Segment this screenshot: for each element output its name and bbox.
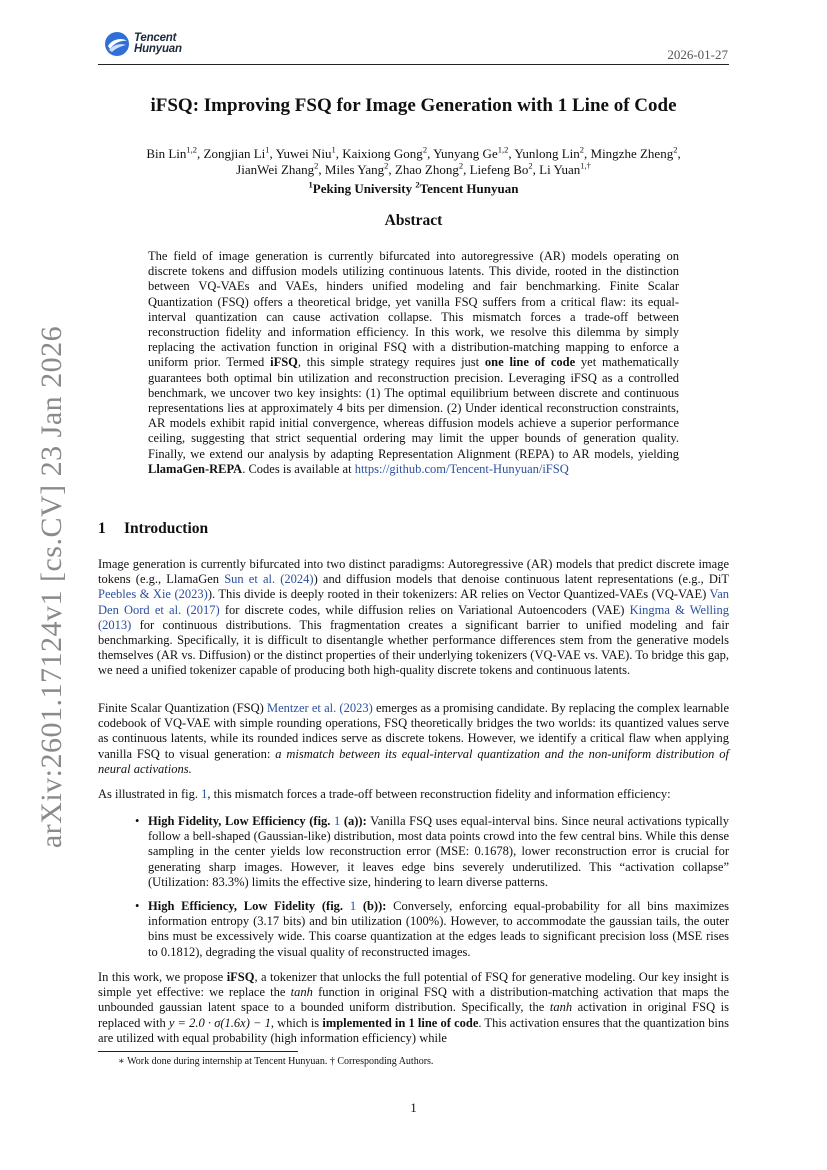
abstract-text: The field of image generation is currently bifurcated into autoregressive (AR) models operating on discrete tokens and diffusion models utilizing continuous latents. This divide, rooted in the distinction between VQ-VAEs and VAEs, hinders unified modeling and fair benchmarking. Finite Scalar Quantization (FSQ) offers a theoretical bridge, yet vanilla FSQ suffers from a critical flaw: its equal-interval quantization can cause activation collapse. This mismatch forces a trade-off between reconstruction fidelity and information efficiency. In this work, we resolve this dilemma by simply replacing the activation function in original FSQ with a distribution-matching mapping to enforce a uniform prior. Termed iFSQ, this simple strategy requires just one line of code yet mathematically guarantees both optimal bin utilization and reconstruction precision. Leveraging iFSQ as a controlled benchmark, we uncover two key insights: (1) The optimal equilibrium between discrete and continuous representations lies at approximately 4 bits per dimension. (2) Under identical reconstruction constraints, AR models exhibit rapid initial convergence, whereas diffusion models achieve a superior performance ceiling, suggesting that strict sequential ordering may limit the upper bounds of generation quality. Finally, we extend our analysis by adapting Representation Alignment (REPA) to AR models, yielding LlamaGen-REPA. Codes is available at https://github.com/Tencent-Hunyuan/iFSQ xyxy=(148,249,680,476)
citation-link[interactable]: Kingma & Welling (2013) xyxy=(98,602,729,632)
citation-link[interactable]: Van Den Oord et al. (2017) xyxy=(98,587,729,617)
list-item: • High Fidelity, Low Efficiency (fig. 1 (a)): Vanilla FSQ uses equal-interval bins. Since neural activations typically follow a bell-shaped (Gaussian-like) distribution, most data points crowd into the few central bins. While this dense sampling in the center yields low reconstruction error (MSE: 0.1678), lower reconstruction error is crucial for generating sharp images. However, it leaves edge bins severely underutilized. This “activation collapse” (Utilization: 83.3%) limits the effective size, hindering to learn diverse patterns. xyxy=(148,814,729,890)
author: JianWei Zhang$^2$ xyxy=(236,160,319,177)
github-link[interactable]: https://github.com/Tencent-Hunyuan/iFSQ xyxy=(354,461,569,476)
footnote: ∗ Work done during internship at Tencent Hunyuan. † Corresponding Authors. xyxy=(118,1056,434,1067)
abstract-heading: Abstract xyxy=(384,212,443,229)
author: Kaixiong Gong$^2$ xyxy=(342,144,428,161)
tencent-hunyuan-logo xyxy=(104,31,182,57)
footnote-rule xyxy=(98,1051,298,1052)
intro-paragraph-3: As illustrated in fig. 1, this mismatch forces a trade-off between reconstruction fidelity and information efficiency: xyxy=(98,787,671,801)
logo-line-1: Tencent xyxy=(134,32,177,44)
header-date: 2026-01-27 xyxy=(667,47,728,62)
author-list: Bin Lin$^{1,2}$, Zongjian Li$^1$, Yuwei Niu$^1$, Kaixiong Gong$^2$, Yunyang Ge$^{1,2}$, Yunlong Lin$^2$, Mingzhe Zheng$^2$, JianWei Zhang$^2$, Miles Yang$^2$, Zhao Zhong$^2$, Liefeng Bo$^2$, Li Yuan$^{1,\dagger}$ xyxy=(146,144,681,177)
author: Yunlong Lin$^2$ xyxy=(514,144,585,161)
author: Mingzhe Zheng$^2$ xyxy=(590,144,678,161)
author: Yunyang Ge$^{1,2}$ xyxy=(433,144,509,161)
author: Liefeng Bo$^2$ xyxy=(469,160,533,177)
citation-link[interactable]: Peebles & Xie (2023) xyxy=(98,587,208,602)
section-heading-introduction: 1 Introduction xyxy=(98,520,209,537)
author: Bin Lin$^{1,2}$ xyxy=(146,144,198,161)
citation-link[interactable]: Mentzer et al. (2023) xyxy=(267,701,373,715)
activation-formula: y = 2.0 · σ(1.6x) − 1 xyxy=(168,1015,271,1030)
logo-line-2: Hunyuan xyxy=(134,43,182,55)
arxiv-stamp: arXiv:2601.17124v1 [cs.CV] 23 Jan 2026 xyxy=(35,325,68,849)
header-rule xyxy=(98,64,729,65)
author: Zhao Zhong$^2$ xyxy=(394,160,464,177)
author: Yuwei Niu$^1$ xyxy=(275,144,336,161)
paper-title: iFSQ: Improving FSQ for Image Generation with 1 Line of Code xyxy=(150,95,677,116)
figure-ref-link[interactable]: 1 xyxy=(334,814,341,828)
author: Zongjian Li$^1$ xyxy=(203,144,270,161)
list-item: • High Efficiency, Low Fidelity (fig. 1 (b)): Conversely, enforcing equal-probability for all bins maximizes information entropy (3.17 bits) and bin utilization (100%). However, to accommodate the gaussian tails, the outer bins must be excessively wide. This coarse quantization at the edges leads to significant precision loss (MSE rises to 0.1812), degrading the visual quality of reconstructed images. xyxy=(148,899,729,960)
intro-paragraph-1: Image generation is currently bifurcated into two distinct paradigms: Autoregressive (AR) models that predict discrete image tokens (e.g., LlamaGen Sun et al. (2024)) and diffusion models that denoise continuous latent representations (e.g., DiT Peebles & Xie (2023)). This divide is deeply rooted in their tokenizers: AR relies on Vector Quantized-VAEs (VQ-VAE) Van Den Oord et al. (2017) for discrete codes, while diffusion relies on Variational Autoencoders (VAE) Kingma & Welling (2013) for continuous distributions. This fragmentation creates a significant barrier to unified modeling and fair benchmarking. Specifically, it is difficult to disentangle whether performance differences stem from the generative models themselves (AR vs. Diffusion) or the distinct properties of their underlying tokenizers (VQ-VAE vs. VAE). To bridge this gap, we need a unified tokenizer capable of producing both high-quality discrete tokens and continuous latents. xyxy=(98,557,730,678)
intro-paragraph-4: In this work, we propose iFSQ, a tokenizer that unlocks the full potential of FSQ for generative modeling. Our key insight is simple yet effective: we replace the tanh function in original FSQ with a distribution-matching activation that maps the unbounded gaussian latent space to a bounded uniform distribution. Specifically, the tanh activation in original FSQ is replaced with y = 2.0 · σ(1.6x) − 1, which is implemented in 1 line of code. This activation ensures that the quantization bins are utilized with equal probability (high information efficiency) while xyxy=(98,970,729,1045)
hunyuan-logo-icon xyxy=(104,31,130,57)
author: Li Yuan$^{1,\dagger}$ xyxy=(539,160,591,177)
citation-link[interactable]: Sun et al. (2024) xyxy=(224,572,314,587)
affiliation-pku: Peking University xyxy=(312,181,413,196)
figure-ref-link[interactable]: 1 xyxy=(349,899,357,914)
tradeoff-bullet-list xyxy=(148,814,729,969)
affiliations: $^1$Peking University $^2$Tencent Hunyuan xyxy=(308,179,519,196)
author: Miles Yang$^2$ xyxy=(324,160,389,177)
figure-ref-link[interactable]: 1 xyxy=(201,787,208,801)
page-number: 1 xyxy=(410,1100,417,1115)
affiliation-tencent: Tencent Hunyuan xyxy=(419,181,519,196)
intro-paragraph-2: Finite Scalar Quantization (FSQ) Mentzer et al. (2023) emerges as a promising candidate. By replacing the complex learnable codebook of VQ-VAE with simple rounding operations, FSQ theoretically bridges the two worlds: its quantized values serve as continuous latents, while its rounded indices serve as discrete tokens. However, we identify a critical flaw when applying vanilla FSQ to visual generation: a mismatch between its equal-interval quantization and the non-uniform distribution of neural activations. xyxy=(98,701,729,776)
